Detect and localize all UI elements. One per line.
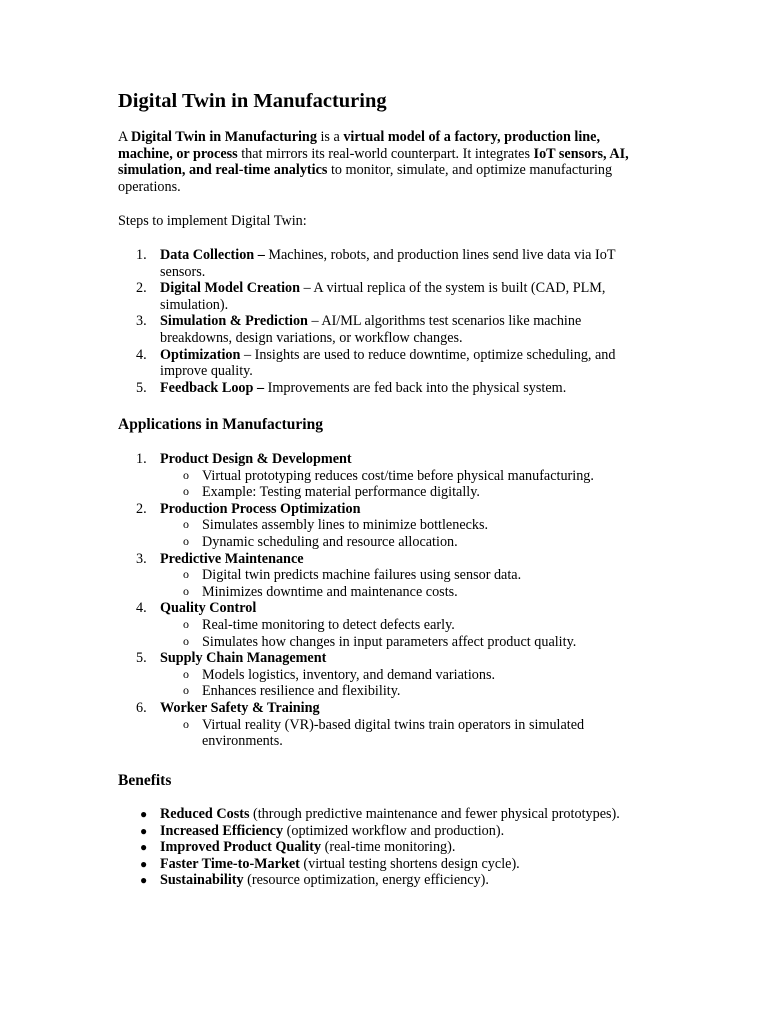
application-item — [118, 600, 648, 650]
sub-item-text: Enhances resilience and flexibility. — [202, 683, 401, 700]
sub-item-text: Real-time monitoring to detect defects early. — [202, 616, 455, 633]
benefit-item — [118, 806, 648, 823]
step-number: 5. — [136, 379, 147, 396]
application-number: 3. — [136, 550, 147, 567]
steps-label: Steps to implement Digital Twin: — [118, 213, 307, 229]
application-number: 1. — [136, 451, 147, 467]
steps-list — [118, 247, 648, 396]
application-item — [118, 700, 648, 750]
benefit-title: Increased Efficiency — [160, 822, 284, 839]
step-title: Optimization — [160, 346, 241, 363]
bullet-icon: ● — [140, 873, 148, 888]
intro-bold-2: virtual model of a factory, production line, machine, or process — [118, 129, 601, 162]
circle-bullet-icon: o — [183, 533, 189, 548]
benefit-text: (real-time monitoring). — [321, 839, 456, 856]
circle-bullet-icon: o — [183, 567, 189, 582]
applications-list — [118, 451, 648, 750]
sub-item-text: Dynamic scheduling and resource allocation. — [202, 533, 458, 550]
circle-bullet-icon: o — [183, 467, 189, 482]
step-title: Feedback Loop – — [160, 379, 265, 396]
step-title: Simulation & Prediction — [160, 313, 308, 330]
benefit-text: (virtual testing shortens design cycle). — [299, 855, 520, 872]
application-title: Product Design & Development — [160, 451, 352, 467]
step-text: Improvements are fed back into the physical system. — [264, 379, 567, 396]
step-item — [118, 347, 648, 380]
intro-text-2: is a — [316, 129, 344, 145]
bullet-icon: ● — [140, 823, 148, 838]
circle-bullet-icon: o — [183, 716, 189, 731]
sub-item — [118, 667, 648, 684]
sub-item-text: Simulates assembly lines to minimize bottlenecks. — [202, 517, 489, 534]
application-number: 5. — [136, 650, 147, 667]
circle-bullet-icon: o — [183, 484, 189, 499]
sub-item — [118, 683, 648, 700]
step-text: – Insights are used to reduce downtime, optimize scheduling, and improve quality. — [160, 346, 616, 380]
benefit-title: Reduced Costs — [160, 806, 250, 822]
benefits-list — [118, 806, 648, 889]
application-title: Supply Chain Management — [160, 650, 327, 667]
circle-bullet-icon: o — [183, 517, 189, 532]
step-number: 3. — [136, 313, 147, 330]
benefit-title: Faster Time-to-Market — [160, 855, 300, 872]
step-text: – A virtual replica of the system is built (CAD, PLM, simulation). — [160, 280, 606, 313]
step-title: Digital Model Creation — [160, 280, 301, 297]
benefit-title: Sustainability — [160, 872, 244, 889]
circle-bullet-icon: o — [183, 583, 189, 598]
application-number: 4. — [136, 600, 147, 617]
sub-item — [118, 567, 648, 584]
application-item — [118, 501, 648, 551]
sub-item — [118, 534, 648, 551]
benefit-title: Improved Product Quality — [160, 839, 322, 856]
sub-item-text: Minimizes downtime and maintenance costs. — [202, 583, 458, 600]
sub-item-text: Digital twin predicts machine failures using sensor data. — [202, 567, 522, 584]
sub-item-text: Virtual reality (VR)-based digital twins train operators in simulated environments. — [202, 716, 585, 750]
intro-text-1: A — [118, 129, 132, 145]
application-title: Quality Control — [160, 600, 257, 617]
benefit-text: (optimized workflow and production). — [283, 822, 505, 839]
intro-bold-3: IoT sensors, AI, simulation, and real-time analytics — [118, 145, 629, 179]
application-title: Worker Safety & Training — [160, 699, 320, 716]
step-text: Machines, robots, and production lines send live data via IoT sensors. — [160, 247, 616, 280]
application-item — [118, 551, 648, 601]
benefit-text: (resource optimization, energy efficiency). — [243, 872, 489, 889]
application-item — [118, 451, 648, 501]
application-item — [118, 650, 648, 700]
benefits-heading: Benefits — [118, 772, 172, 789]
step-item — [118, 313, 648, 346]
intro-paragraph — [118, 129, 648, 195]
step-number: 4. — [136, 346, 147, 363]
circle-bullet-icon: o — [183, 633, 189, 648]
benefit-item — [118, 823, 648, 840]
step-item — [118, 380, 648, 397]
circle-bullet-icon: o — [183, 666, 189, 681]
step-item — [118, 247, 648, 280]
applications-heading: Applications in Manufacturing — [118, 416, 323, 433]
step-item — [118, 280, 648, 313]
application-number: 2. — [136, 500, 147, 517]
intro-text-4: to monitor, simulate, and optimize manufacturing operations. — [118, 162, 613, 195]
circle-bullet-icon: o — [183, 683, 189, 698]
application-title: Predictive Maintenance — [160, 550, 304, 567]
sub-item-text: Example: Testing material performance digitally. — [202, 484, 480, 501]
sub-item — [118, 484, 648, 501]
bullet-icon: ● — [140, 856, 148, 871]
intro-bold-1: Digital Twin in Manufacturing — [131, 129, 317, 145]
step-number: 1. — [136, 247, 147, 263]
sub-item — [118, 717, 648, 750]
step-title: Data Collection – — [160, 247, 265, 263]
document-title: Digital Twin in Manufacturing — [118, 90, 387, 112]
sub-item — [118, 468, 648, 485]
bullet-icon: ● — [140, 840, 148, 855]
application-title: Production Process Optimization — [160, 500, 361, 517]
sub-item-text: Virtual prototyping reduces cost/time before physical manufacturing. — [202, 467, 594, 484]
application-number: 6. — [136, 699, 147, 716]
step-text: – AI/ML algorithms test scenarios like machine breakdowns, design variations, or workflow changes. — [160, 313, 582, 346]
sub-item — [118, 584, 648, 601]
benefit-item — [118, 839, 648, 856]
sub-item — [118, 634, 648, 651]
sub-item — [118, 617, 648, 634]
benefit-item — [118, 856, 648, 873]
sub-item-text: Simulates how changes in input parameters affect product quality. — [202, 633, 577, 650]
benefit-item — [118, 872, 648, 889]
sub-item — [118, 517, 648, 534]
circle-bullet-icon: o — [183, 616, 189, 631]
sub-item-text: Models logistics, inventory, and demand variations. — [202, 666, 496, 683]
bullet-icon: ● — [140, 807, 148, 821]
benefit-text: (through predictive maintenance and fewer physical prototypes). — [249, 806, 620, 822]
step-number: 2. — [136, 280, 147, 297]
intro-text-3: that mirrors its real-world counterpart. It integrates — [237, 145, 534, 162]
